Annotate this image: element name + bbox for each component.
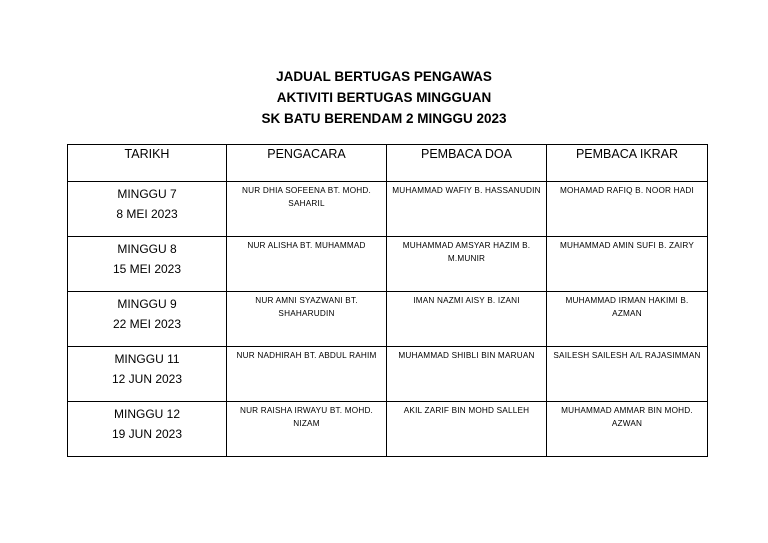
pembaca-ikrar-cell: MUHAMMAD AMIN SUFI B. ZAIRY (547, 237, 708, 292)
title-line-1: JADUAL BERTUGAS PENGAWAS (276, 69, 492, 84)
document-title (0, 66, 768, 129)
pengacara-cell: NUR AMNI SYAZWANI BT. SHAHARUDIN (227, 292, 387, 347)
date-cell (68, 402, 227, 457)
table-row (68, 402, 708, 457)
table-header-row (68, 145, 708, 182)
header-pengacara: PENGACARA (227, 145, 387, 182)
table-row (68, 237, 708, 292)
duty-schedule-table (67, 144, 708, 457)
pembaca-ikrar-cell: MUHAMMAD IRMAN HAKIMI B. AZMAN (547, 292, 708, 347)
date-label: 22 MEI 2023 (112, 317, 182, 331)
week-label: MINGGU 7 (117, 187, 177, 201)
date-cell (68, 182, 227, 237)
date-label: 19 JUN 2023 (111, 427, 183, 441)
title-line-2: AKTIVITI BERTUGAS MINGGUAN (276, 90, 492, 105)
pengacara-cell: NUR ALISHA BT. MUHAMMAD (227, 237, 387, 292)
pembaca-doa-cell: MUHAMMAD WAFIY B. HASSANUDIN (387, 182, 547, 237)
header-pembaca-ikrar: PEMBACA IKRAR (547, 145, 708, 182)
date-label: 12 JUN 2023 (111, 372, 183, 386)
pembaca-ikrar-cell: MUHAMMAD AMMAR BIN MOHD. AZWAN (547, 402, 708, 457)
table-row (68, 347, 708, 402)
header-tarikh: TARIKH (68, 145, 227, 182)
pembaca-doa-cell: MUHAMMAD AMSYAR HAZIM B. M.MUNIR (387, 237, 547, 292)
pengacara-cell: NUR RAISHA IRWAYU BT. MOHD. NIZAM (227, 402, 387, 457)
title-line-3: SK BATU BERENDAM 2 MINGGU 2023 (261, 111, 507, 126)
week-label: MINGGU 11 (114, 352, 180, 366)
pengacara-cell: NUR DHIA SOFEENA BT. MOHD. SAHARIL (227, 182, 387, 237)
week-label: MINGGU 8 (117, 242, 177, 256)
week-label: MINGGU 12 (113, 407, 180, 421)
pembaca-doa-cell: AKIL ZARIF BIN MOHD SALLEH (387, 402, 547, 457)
pembaca-ikrar-cell: SAILESH SAILESH A/L RAJASIMMAN (547, 347, 708, 402)
date-cell (68, 237, 227, 292)
date-cell (68, 292, 227, 347)
pembaca-doa-cell: MUHAMMAD SHIBLI BIN MARUAN (387, 347, 547, 402)
date-label: 15 MEI 2023 (112, 262, 182, 276)
header-pembaca-doa: PEMBACA DOA (387, 145, 547, 182)
pengacara-cell: NUR NADHIRAH BT. ABDUL RAHIM (227, 347, 387, 402)
week-label: MINGGU 9 (117, 297, 177, 311)
pembaca-ikrar-cell: MOHAMAD RAFIQ B. NOOR HADI (547, 182, 708, 237)
date-label: 8 MEI 2023 (116, 207, 178, 221)
date-cell (68, 347, 227, 402)
table-row (68, 292, 708, 347)
pembaca-doa-cell: IMAN NAZMI AISY B. IZANI (387, 292, 547, 347)
table-row (68, 182, 708, 237)
